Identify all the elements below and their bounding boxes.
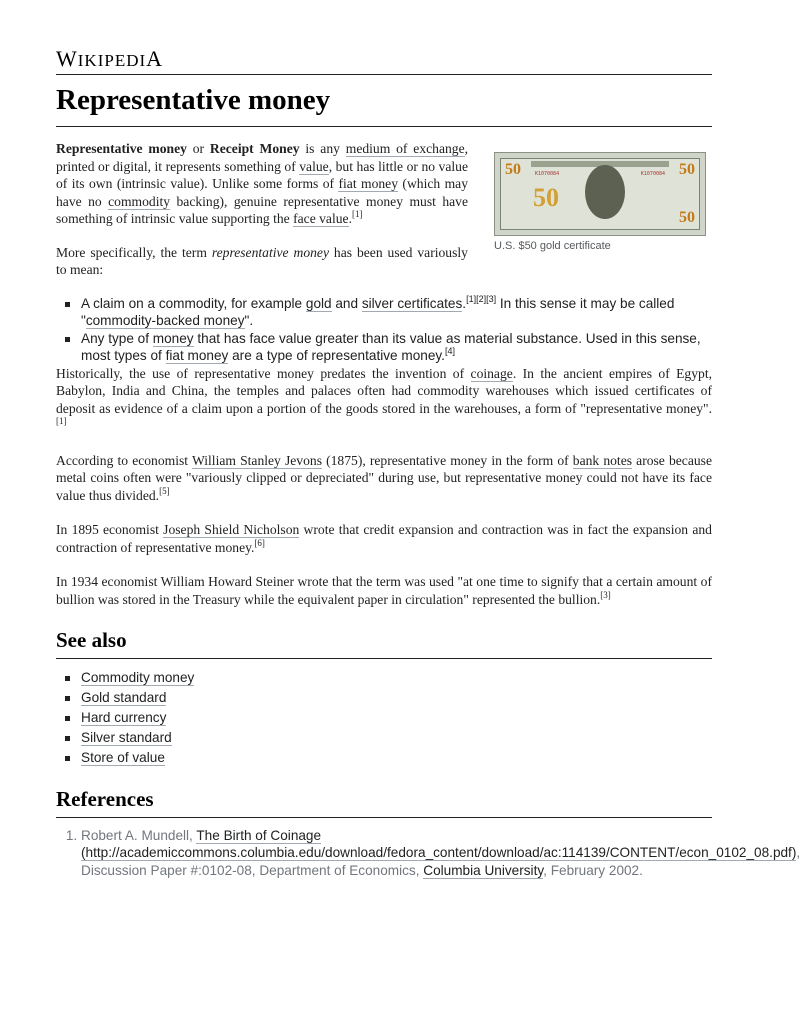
page-title: Representative money <box>56 84 331 116</box>
references-divider <box>56 817 712 818</box>
see-also-item <box>56 749 712 767</box>
text: , but has little or no value of its own (intrinsic value). Unlike some forms of <box>56 158 468 191</box>
list-item <box>56 295 712 330</box>
link-gold[interactable]: gold <box>305 295 332 311</box>
bill-serial-left: K1070084 <box>535 171 560 177</box>
text: , February 2002. <box>543 862 643 878</box>
citation-link[interactable]: [4] <box>444 346 455 356</box>
link-store-of-value[interactable]: Store of value <box>81 750 165 766</box>
link-gold-standard[interactable]: Gold standard <box>81 690 167 706</box>
specific-paragraph <box>56 244 468 279</box>
link-silver-standard[interactable]: Silver standard <box>81 730 172 746</box>
see-also-heading: See also <box>56 628 127 652</box>
bill-border <box>500 158 700 230</box>
bill-denomination-bottom-right: 50 <box>679 209 695 226</box>
history-paragraph <box>56 365 712 435</box>
text: wrote that credit expansion and contraction was in fact the expansion and contraction of representative money. <box>56 522 712 555</box>
see-also-item <box>56 669 712 687</box>
link-fiat-money[interactable]: fiat money <box>338 176 399 191</box>
see-also-item <box>56 729 712 747</box>
see-also-list <box>56 669 712 767</box>
text: backing), genuine representative money must have something of intrinsic value supporting the <box>56 193 468 226</box>
citation-link[interactable]: [3] <box>600 589 611 600</box>
text: (which may have no <box>56 176 468 209</box>
wikipedia-logo[interactable] <box>56 46 163 72</box>
text: Any type of <box>81 330 153 346</box>
bold-term-alt: Receipt Money <box>209 141 300 156</box>
text: In 1895 economist <box>56 522 164 537</box>
text: that has face value greater than its value as material substance. Used in this sense, most types of <box>81 330 701 363</box>
text: In this sense it may be called " <box>81 295 675 328</box>
text: . <box>348 211 352 226</box>
usage-list <box>56 295 712 365</box>
nicholson-paragraph <box>56 521 712 556</box>
link-birth-of-coinage[interactable]: The Birth of Coinage (http://academiccommons.columbia.edu/download/fedora_content/download/ac:114139/CONTENT/econ_0102_08.pdf) <box>81 827 797 861</box>
list-item <box>56 330 712 365</box>
link-bank-notes[interactable]: bank notes <box>572 452 633 468</box>
see-also-divider <box>56 658 712 659</box>
references-heading: References <box>56 786 154 811</box>
link-william-stanley-jevons[interactable]: William Stanley Jevons <box>191 452 322 468</box>
reference-author: Robert A. Mundell, <box>81 827 197 843</box>
citation-link[interactable]: [5] <box>159 485 170 496</box>
text: and <box>331 295 362 311</box>
link-face-value[interactable]: face value <box>293 211 349 226</box>
link-columbia-university[interactable]: Columbia University <box>423 862 544 878</box>
text: . In the ancient empires of Egypt, Babylon, India and China, the temples and palaces often had commodity warehouses which issued certificates of deposit as evidence of a claim upon a portion of the goods stored in the warehouses, a form of "representative money". <box>56 365 712 416</box>
italic-term: representative money <box>211 244 329 260</box>
article-content <box>56 140 800 879</box>
logo-divider <box>56 74 712 75</box>
references-list <box>56 827 800 880</box>
text: (1875), representative money in the form of <box>321 452 573 468</box>
bold-term: Representative money <box>56 141 187 156</box>
link-hard-currency[interactable]: Hard currency <box>81 710 167 726</box>
see-also-item <box>56 709 712 727</box>
text: ". <box>244 313 254 328</box>
citation-link[interactable]: [1] <box>351 209 363 219</box>
link-money[interactable]: money <box>152 330 194 346</box>
jevons-paragraph <box>56 452 712 505</box>
text: In 1934 economist William Howard Steiner wrote that the term was used "at one time to signify that a certain amount of bullion was stored in the Treasury while the equivalent paper in circulation" represented the bullion. <box>56 574 712 607</box>
text: According to economist <box>56 452 192 468</box>
link-silver-certificates[interactable]: silver certificates <box>361 295 463 311</box>
bill-denomination-top-left: 50 <box>505 161 521 178</box>
figure-gold-certificate <box>494 152 710 252</box>
citation-link[interactable]: [1][2][3] <box>466 293 497 304</box>
bill-denomination-top-right: 50 <box>679 161 695 178</box>
citation-link[interactable]: [1] <box>56 416 67 426</box>
text: More specifically, the term <box>56 244 212 260</box>
figure-caption: U.S. $50 gold certificate <box>494 240 611 252</box>
text: . <box>462 295 467 311</box>
title-divider <box>56 126 712 127</box>
text: Historically, the use of representative money predates the invention of <box>56 365 471 381</box>
text: arose because metal coins often were "variously clipped or depreciated" during use, but representative money could not have its face value thus divided. <box>56 452 712 503</box>
link-value[interactable]: value <box>299 158 329 174</box>
lead-section <box>56 140 468 279</box>
link-fiat-money[interactable]: fiat money <box>165 348 229 363</box>
link-commodity[interactable]: commodity <box>108 193 171 209</box>
logo-last-letter: A <box>146 46 164 71</box>
reference-item <box>81 827 800 880</box>
link-coinage[interactable]: coinage <box>470 365 513 381</box>
text: , Discussion Paper #:0102-08, Department of Economics, <box>81 845 800 878</box>
bill-serial-right: K1070084 <box>640 171 665 177</box>
text: has been used variously to mean: <box>56 244 468 277</box>
logo-middle-letters: IKIPEDI <box>77 51 147 70</box>
text: is any <box>299 141 346 156</box>
link-joseph-shield-nicholson[interactable]: Joseph Shield Nicholson <box>163 522 300 537</box>
see-also-item <box>56 689 712 707</box>
bill-portrait <box>585 165 625 219</box>
text: A claim on a commodity, for example <box>81 295 306 311</box>
citation-link[interactable]: [6] <box>254 537 265 548</box>
text: or <box>186 141 210 156</box>
gold-certificate-image[interactable] <box>494 152 706 236</box>
link-commodity-money[interactable]: Commodity money <box>81 670 195 685</box>
steiner-paragraph <box>56 573 712 608</box>
text: are a type of representative money. <box>228 348 445 363</box>
bill-denomination-large: 50 <box>533 183 559 212</box>
logo-first-letter: W <box>56 46 78 71</box>
text: , printed or digital, it represents something of <box>56 141 469 174</box>
link-medium-of-exchange[interactable]: medium of exchange <box>345 141 465 156</box>
intro-paragraph <box>56 140 468 228</box>
link-commodity-backed-money[interactable]: commodity-backed money <box>85 313 245 328</box>
